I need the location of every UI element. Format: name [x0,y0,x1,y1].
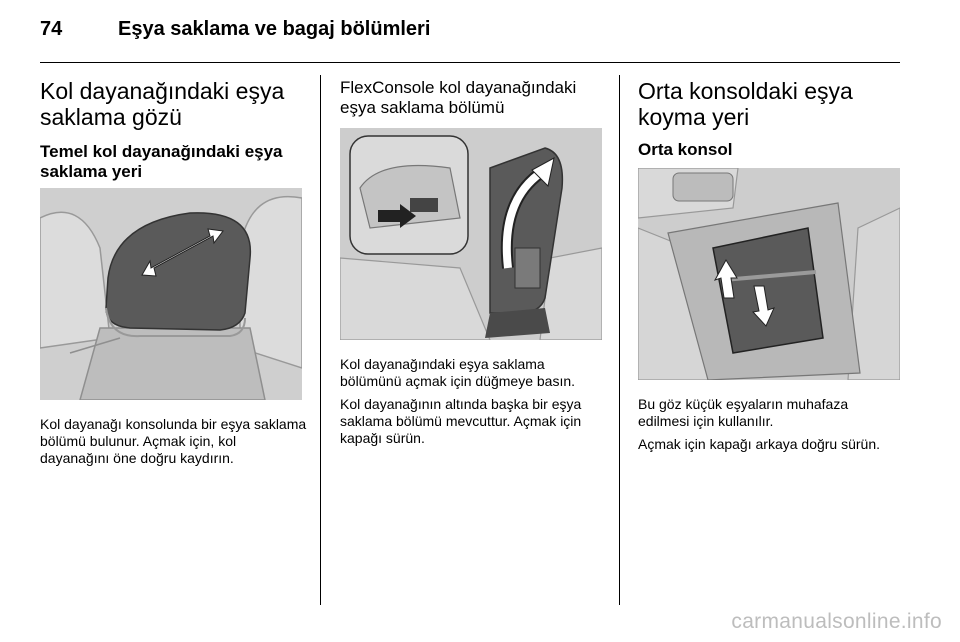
subheading-basic-armrest: Temel kol dayanağındaki eşya saklama yeri [40,142,283,181]
figure-flexconsole [340,128,602,340]
page-title: Eşya saklama ve bagaj bölümleri [118,18,431,40]
section-heading-flexconsole: FlexConsole kol dayanağındaki eşya saklama bölümü [340,78,577,117]
paragraph-basic-armrest: Kol dayanağı konsolunda bir eşya saklama bölümü bulunur. Açmak için, kol dayanağını öne doğru kaydırın. [40,416,307,466]
text-block-center-console [638,396,900,459]
paragraph-flexconsole-1: Kol dayanağındaki eşya saklama bölümünü açmak için düğmeye basın. [340,356,576,389]
paragraph-center-console-1: Bu göz küçük eşyaların muhafaza edilmesi için kullanılır. [638,396,849,429]
watermark: carmanualsonline.info [731,610,942,633]
text-block-flexconsole [340,356,602,453]
paragraph-center-console-2: Açmak için kapağı arkaya doğru sürün. [638,436,881,452]
figure-center-console [638,168,900,380]
subheading-center-console: Orta konsol [638,140,733,159]
figure-basic-armrest [40,188,302,400]
header-rule [40,62,900,63]
section-heading-center-console: Orta konsoldaki eşya koyma yeri [638,78,853,130]
section-heading-armrest: Kol dayanağındaki eşya saklama gözü [40,78,285,130]
paragraph-flexconsole-2: Kol dayanağının altında başka bir eşya saklama bölümü mevcuttur. Açmak için kapağı sürün. [340,396,582,446]
page-number: 74 [40,18,63,40]
column-divider-1 [320,75,321,605]
column-divider-2 [619,75,620,605]
